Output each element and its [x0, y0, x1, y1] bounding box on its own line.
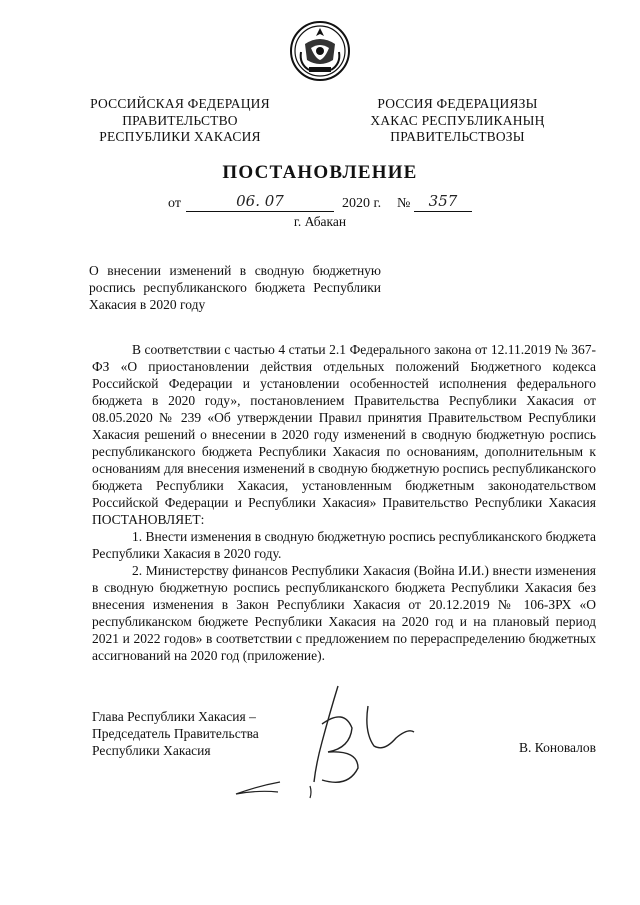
document-title: ПОСТАНОВЛЕНИЕ [222, 162, 418, 183]
signatory-position-line-2: Председатель Правительства [92, 726, 259, 741]
body-paragraph-item-1: 1. Внести изменения в сводную бюджетную роспись республиканского бюджета Республики Хакасия в 2020 году. [92, 529, 597, 561]
date-handwritten: 06. 07 [236, 192, 284, 210]
body-paragraph-item-2: 2. Министерству финансов Республики Хакасия (Война И.И.) внести изменения в сводную бюджетную роспись республиканского бюджета Республики Хакасия без внесения изменения в Закон Республики Хакасия от 20.12.2019 № 106-ЗРХ «О республиканском бюджете Республики Хакасия на 2020 год и на плановый период 2021 и 2022 годов» в соответствии с предложением по перераспределению бюджетных ассигнований на 2020 год (приложение). [92, 563, 596, 663]
handwritten-signature [218, 672, 448, 812]
date-prefix: от [168, 196, 181, 211]
header-right-line-3: ПРАВИТЕЛЬСТВОЗЫ [390, 129, 525, 144]
number-sign: № [397, 196, 411, 211]
document-body [92, 341, 596, 664]
city-name: г. Абакан [293, 214, 347, 229]
year-text: 2020 г. [342, 196, 382, 211]
signatory-name: В. Коновалов [519, 740, 596, 755]
coat-of-arms-emblem [289, 20, 351, 82]
header-right-khakas [350, 96, 565, 146]
header-left-ru [80, 96, 280, 146]
header-right-line-2: ХАКАС РЕСПУБЛИКАНЫҢ [370, 112, 545, 128]
number-handwritten: 357 [428, 192, 458, 210]
signatory-position-line-1: Глава Республики Хакасия – [92, 709, 256, 724]
header-left-line-1: РОССИЙСКАЯ ФЕДЕРАЦИЯ [90, 96, 270, 111]
header-right-line-1: РОССИЯ ФЕДЕРАЦИЯЗЫ [377, 96, 538, 111]
document-subject: О внесении изменений в сводную бюджетную роспись республиканского бюджета Республики Хакасия в 2020 году [89, 263, 381, 312]
header-left-line-3: РЕСПУБЛИКИ ХАКАСИЯ [99, 129, 261, 144]
header-left-line-2: ПРАВИТЕЛЬСТВО [122, 112, 238, 128]
body-paragraph-preamble: В соответствии с частью 4 статьи 2.1 Федерального закона от 12.11.2019 № 367-ФЗ «О приостановлении действия отдельных положений Бюджетного кодекса Российской Федерации и установлении особенностей исполнения федерального бюджета в 2020 году», постановлением Правительства Республики Хакасия от 08.05.2020 № 239 «Об утверждении Правил принятия Правительством Республики Хакасия решений о внесении в 2020 году изменений в сводную бюджетную роспись республиканского бюджета Республики Хакасия по основаниям, дополнительным к основаниям для внесения изменений в сводную бюджетную роспись республиканского бюджета Республики Хакасия, установленным бюджетным законодательством Российской Федерации и Республики Хакасия» Правительство Республики Хакасия ПОСТАНОВЛЯЕТ: [92, 342, 596, 527]
signatory-position-line-3: Республики Хакасия [92, 743, 211, 758]
